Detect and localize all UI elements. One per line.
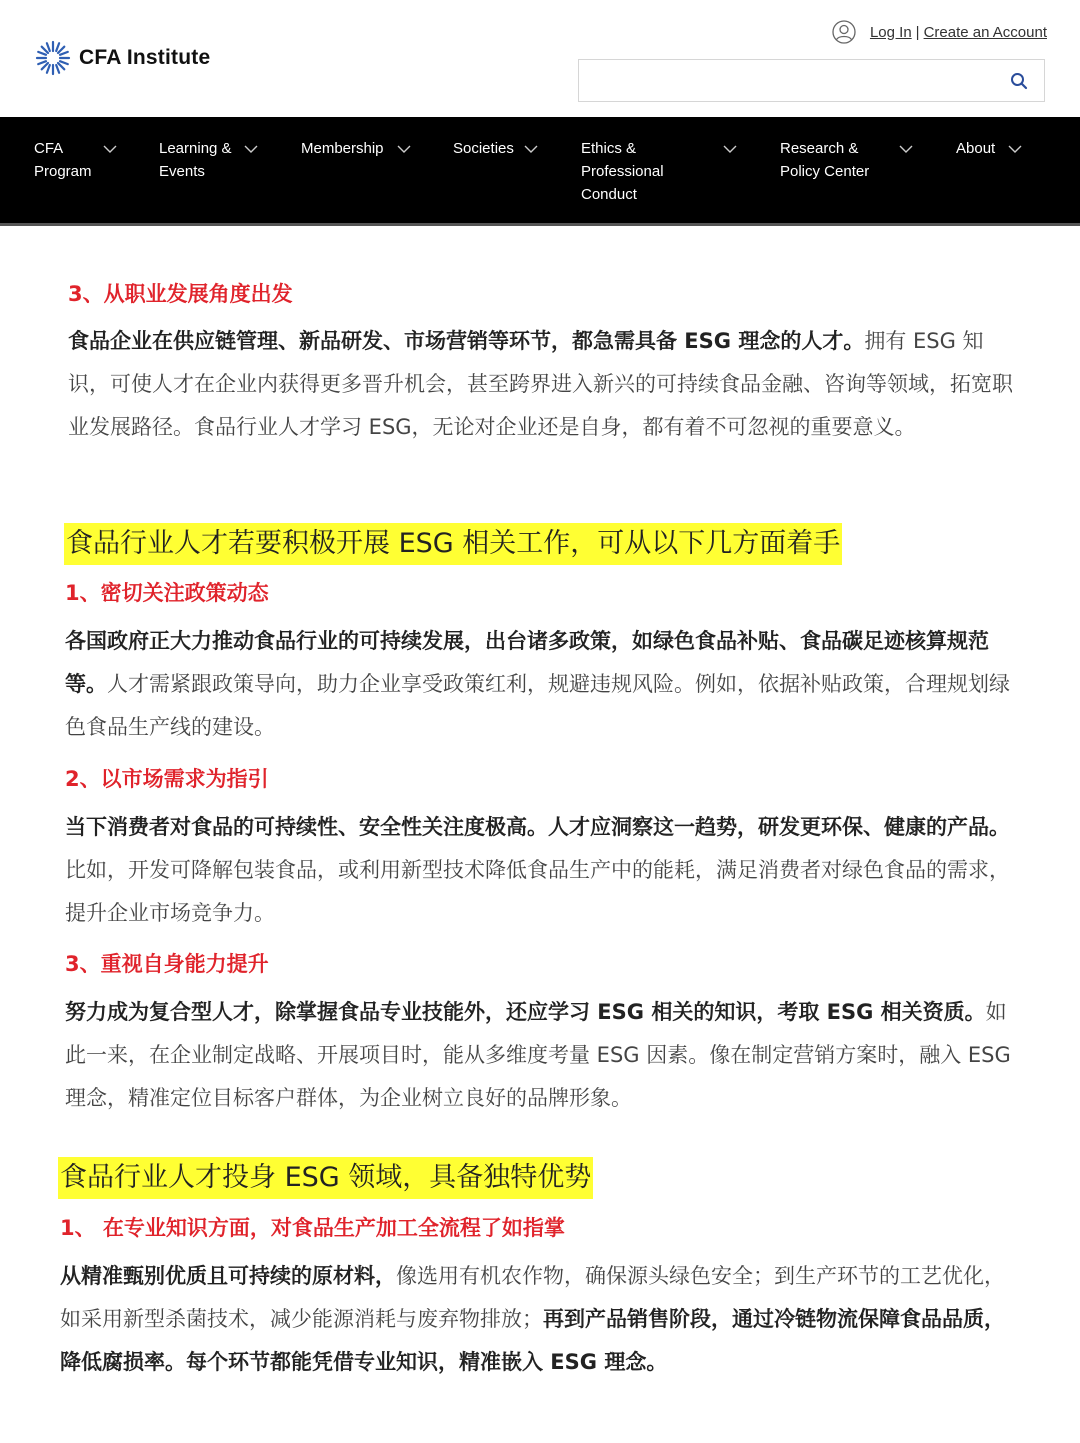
account-links [832,20,1047,44]
paragraph-bold: 再到产品销售阶段，通过冷链物流保障食品品质，降低腐损率。每个环节都能凭借专业知识，精准嵌入 ESG 理念。 [60,1307,1005,1374]
section-heading: 1、 在专业知识方面，对食品生产加工全流程了如指掌 [60,1216,565,1240]
nav-label: Societies [453,140,514,157]
site-header [0,0,1080,117]
paragraph [65,991,1020,1120]
paragraph-text: 拥有 ESG 知识，可使人才在企业内获得更多晋升机会，甚至跨界进入新兴的可持续食品金融、咨询等领域，拓宽职业发展路径。食品行业人才学习 ESG，无论对企业还是自身，都有着不可忽视的重要意义。 [68,329,1013,439]
paragraph [65,806,1020,935]
create-account-link[interactable]: Create an Account [923,23,1047,41]
main-nav [0,117,1080,226]
search-input[interactable] [589,60,993,101]
cfa-logo[interactable] [33,38,210,78]
section-heading: 1、密切关注政策动态 [65,581,269,605]
paragraph-text: 比如，开发可降解包装食品，或利用新型技术降低食品生产中的能耗，满足消费者对绿色食品的需求，提升企业市场竞争力。 [65,858,1010,925]
paragraph-bold: 各国政府正大力推动食品行业的可持续发展，出台诸多政策，如绿色食品补贴、食品碳足迹核算规范等。 [65,629,989,696]
chevron-down-icon[interactable] [899,144,913,154]
chevron-down-icon[interactable] [524,144,538,154]
nav-label: Learning & Events [159,140,232,180]
paragraph-bold: 从精准甄别优质且可持续的原材料， [60,1264,396,1288]
nav-item-research[interactable] [780,137,869,183]
account-separator: | [915,23,920,41]
section-heading: 2、以市场需求为指引 [65,767,269,791]
nav-item-cfa-program[interactable] [34,137,92,183]
section-heading: 3、从职业发展角度出发 [68,282,293,306]
nav-label: Membership [301,140,384,157]
paragraph [65,620,1020,749]
nav-label: Research & Policy Center [780,140,870,180]
chevron-down-icon[interactable] [244,144,258,154]
paragraph-bold: 食品企业在供应链管理、新品研发、市场营销等环节，都急需具备 ESG 理念的人才。 [68,329,865,353]
paragraph-text: 如此一来，在企业制定战略、开展项目时，能从多维度考量 ESG 因素。像在制定营销方案时，融入 ESG 理念，精准定位目标客户群体，为企业树立良好的品牌形象。 [65,1000,1011,1110]
login-link[interactable]: Log In [869,23,912,41]
highlight-heading: 食品行业人才若要积极开展 ESG 相关工作，可从以下几方面着手 [64,523,842,565]
paragraph [68,320,1013,449]
nav-item-ethics[interactable] [581,137,664,206]
paragraph-bold: 努力成为复合型人才，除掌握食品专业技能外，还应学习 ESG 相关的知识，考取 ESG 相关资质。 [65,1000,986,1024]
nav-label: Ethics & Professional Conduct [581,140,664,203]
search-box [578,59,1045,102]
nav-item-societies[interactable] [453,137,514,160]
cfa-globe-icon [33,38,73,78]
paragraph-bold: 当下消费者对食品的可持续性、安全性关注度极高。人才应洞察这一趋势，研发更环保、健康的产品。 [65,815,1010,839]
nav-item-membership[interactable] [301,137,384,160]
paragraph-text: 人才需紧跟政策导向，助力企业享受政策红利，规避违规风险。例如，依据补贴政策，合理规划绿色食品生产线的建设。 [65,672,1010,739]
highlight-heading: 食品行业人才投身 ESG 领域，具备独特优势 [58,1157,593,1199]
nav-item-learning-events[interactable] [159,137,232,183]
search-icon[interactable] [1010,72,1028,90]
chevron-down-icon[interactable] [1008,144,1022,154]
paragraph-text: 像选用有机农作物，确保源头绿色安全；到生产环节的工艺优化，如采用新型杀菌技术，减少能源消耗与废弃物排放； [60,1264,1005,1331]
chevron-down-icon[interactable] [103,144,117,154]
user-icon[interactable] [832,20,856,44]
paragraph [60,1255,1020,1384]
nav-item-about[interactable] [956,137,995,160]
chevron-down-icon[interactable] [723,144,737,154]
logo-text: CFA Institute [79,46,211,69]
chevron-down-icon[interactable] [397,144,411,154]
section-heading: 3、重视自身能力提升 [65,952,269,976]
nav-label: About [956,140,996,157]
nav-label: CFA Program [34,140,92,180]
